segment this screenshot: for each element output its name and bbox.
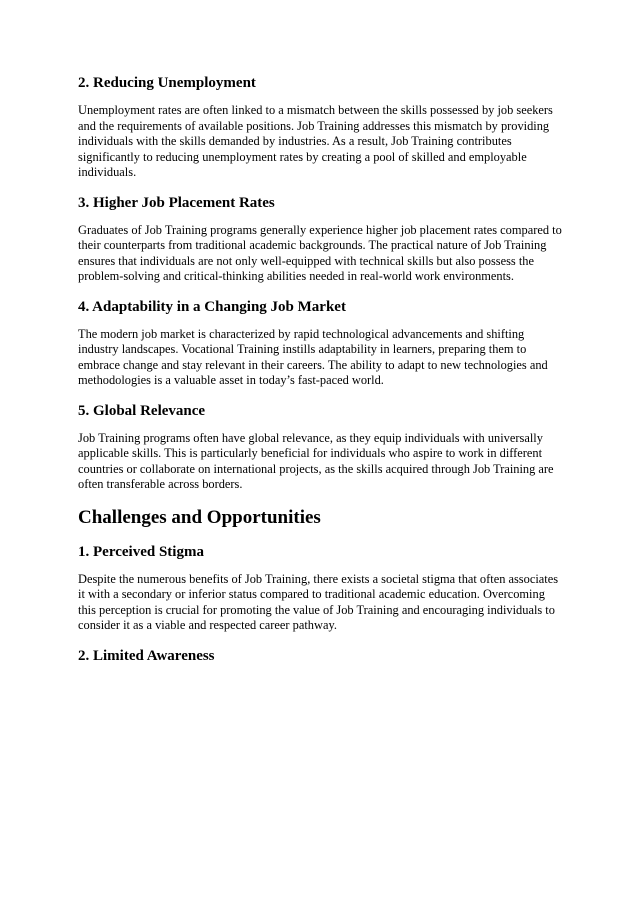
section-heading-adaptability: 4. Adaptability in a Changing Job Market xyxy=(78,298,346,315)
section-paragraph-global-relevance: Job Training programs often have global relevance, as they equip individuals with universally applicable skills. This is particularly beneficial for individuals who aspire to work in different countries or collaborate on international projects, as the skills acquired through Job Training are often transferable across borders. xyxy=(78,430,554,491)
document-page xyxy=(78,74,562,676)
section-heading-global-relevance: 5. Global Relevance xyxy=(78,402,206,419)
section-paragraph-job-placement: Graduates of Job Training programs generally experience higher job placement rates compared to their counterparts from traditional academic backgrounds. The practical nature of Job Training ensures that individuals are not only well-equipped with technical skills but also possess the problem-solving and critical-thinking abilities needed in real-world work environments. xyxy=(78,222,562,283)
challenge-paragraph-perceived-stigma: Despite the numerous benefits of Job Training, there exists a societal stigma that often associates it with a secondary or inferior status compared to traditional academic education. Overcoming this perception is crucial for promoting the value of Job Training and encouraging individuals to consider it as a viable and respected career pathway. xyxy=(78,571,559,632)
section-paragraph-reducing-unemployment: Unemployment rates are often linked to a mismatch between the skills possessed by job seekers and the requirements of available positions. Job Training addresses this mismatch by providing individuals with the skills demanded by industries. As a result, Job Training contributes significantly to reducing unemployment rates by creating a pool of skilled and employable individuals. xyxy=(78,103,553,179)
challenge-heading-perceived-stigma: 1. Perceived Stigma xyxy=(78,543,204,560)
section-heading-job-placement: 3. Higher Job Placement Rates xyxy=(78,194,275,211)
challenge-heading-limited-awareness: 2. Limited Awareness xyxy=(78,647,215,664)
section-heading-reducing-unemployment: 2. Reducing Unemployment xyxy=(78,75,256,91)
section-paragraph-adaptability: The modern job market is characterized by rapid technological advancements and shifting industry landscapes. Vocational Training instills adaptability in learners, preparing them to embrace change and stay relevant in their careers. The ability to adapt to new technologies and methodologies is a valuable asset in today’s fast-paced world. xyxy=(78,326,548,387)
major-heading-challenges: Challenges and Opportunities xyxy=(78,506,321,528)
